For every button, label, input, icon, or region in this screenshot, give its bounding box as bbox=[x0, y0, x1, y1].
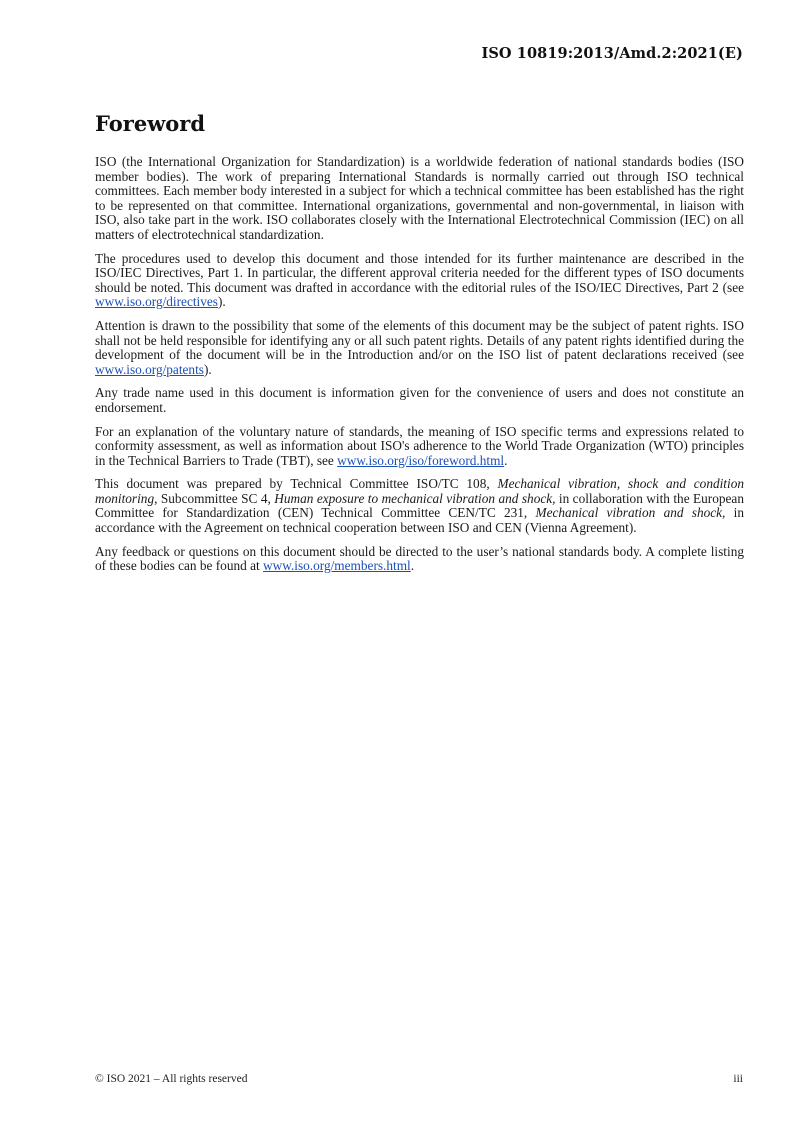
paragraph-feedback: Any feedback or questions on this document should be directed to the user’s national standards body. A complete listing of these bodies can be found at www.iso.org/members.html. bbox=[95, 543, 744, 574]
committee-title: Mechanical vibration, shock and condition monitoring bbox=[95, 476, 744, 506]
paragraph-iso-intro: ISO (the International Organization for Standardization) is a worldwide federation of national standards bodies (ISO member bodies). The work of preparing International Standards is normally carried out through ISO technical committees. Each member body interested in a subject for which a technical committee has been established has the right to be represented on that committee. International organizations, governmental and non-governmental, in liaison with ISO, also take part in the work. ISO collaborates closely with the International Electrotechnical Commission (IEC) on all matters of electrotechnical standardization. bbox=[95, 154, 744, 242]
link-members[interactable]: www.iso.org/members.html bbox=[263, 558, 411, 574]
footer-copyright: © ISO 2021 – All rights reserved bbox=[95, 1073, 248, 1085]
link-patents[interactable]: www.iso.org/patents bbox=[95, 361, 204, 377]
paragraph-patents: Attention is drawn to the possibility that some of the elements of this document may be the subject of patent rights. ISO shall not be held responsible for identifying any or all such patent rights. Details of any patent rights identified during the development of the document will be in the Introduction and/or on the ISO list of patent declarations received (see www.iso.org/patents). bbox=[95, 317, 744, 377]
paragraph-procedures: The procedures used to develop this document and those intended for its further maintenance are described in the ISO/IEC Directives, Part 1. In particular, the different approval criteria needed for the different types of ISO documents should be noted. This document was drafted in accordance with the editorial rules of the ISO/IEC Directives, Part 2 (see www.iso.org/directives). bbox=[95, 250, 744, 310]
paragraph-committee: This document was prepared by Technical Committee ISO/TC 108, Mechanical vibration, shock and condition monitoring, Subcommittee SC 4, Human exposure to mechanical vibration and shock, in collaboration with the European Committee for Standardization (CEN) Technical Committee CEN/TC 231, Mechanical vibration and shock, in accordance with the Agreement on technical cooperation between ISO and CEN (Vienna Agreement). bbox=[95, 476, 744, 536]
paragraph-trade-name: Any trade name used in this document is information given for the convenience of users and does not constitute an endorsement. bbox=[95, 385, 744, 415]
subcommittee-title: Human exposure to mechanical vibration and shock, bbox=[274, 490, 556, 506]
link-foreword[interactable]: www.iso.org/iso/foreword.html bbox=[337, 452, 505, 468]
foreword-body bbox=[95, 155, 744, 583]
document-id: ISO 10819:2013/Amd.2:2021(E) bbox=[481, 45, 743, 62]
paragraph-voluntary-nature: For an explanation of the voluntary nature of standards, the meaning of ISO specific terms and expressions related to conformity assessment, as well as information about ISO's adherence to the World Trade Organization (WTO) principles in the Technical Barriers to Trade (TBT), see www.iso.org/iso/foreword.html. bbox=[95, 423, 744, 468]
link-directives[interactable]: www.iso.org/directives bbox=[95, 294, 218, 310]
page-title: Foreword bbox=[95, 111, 206, 136]
cen-committee-title: Mechanical vibration and shock, bbox=[535, 505, 726, 521]
page-number: iii bbox=[733, 1073, 743, 1085]
